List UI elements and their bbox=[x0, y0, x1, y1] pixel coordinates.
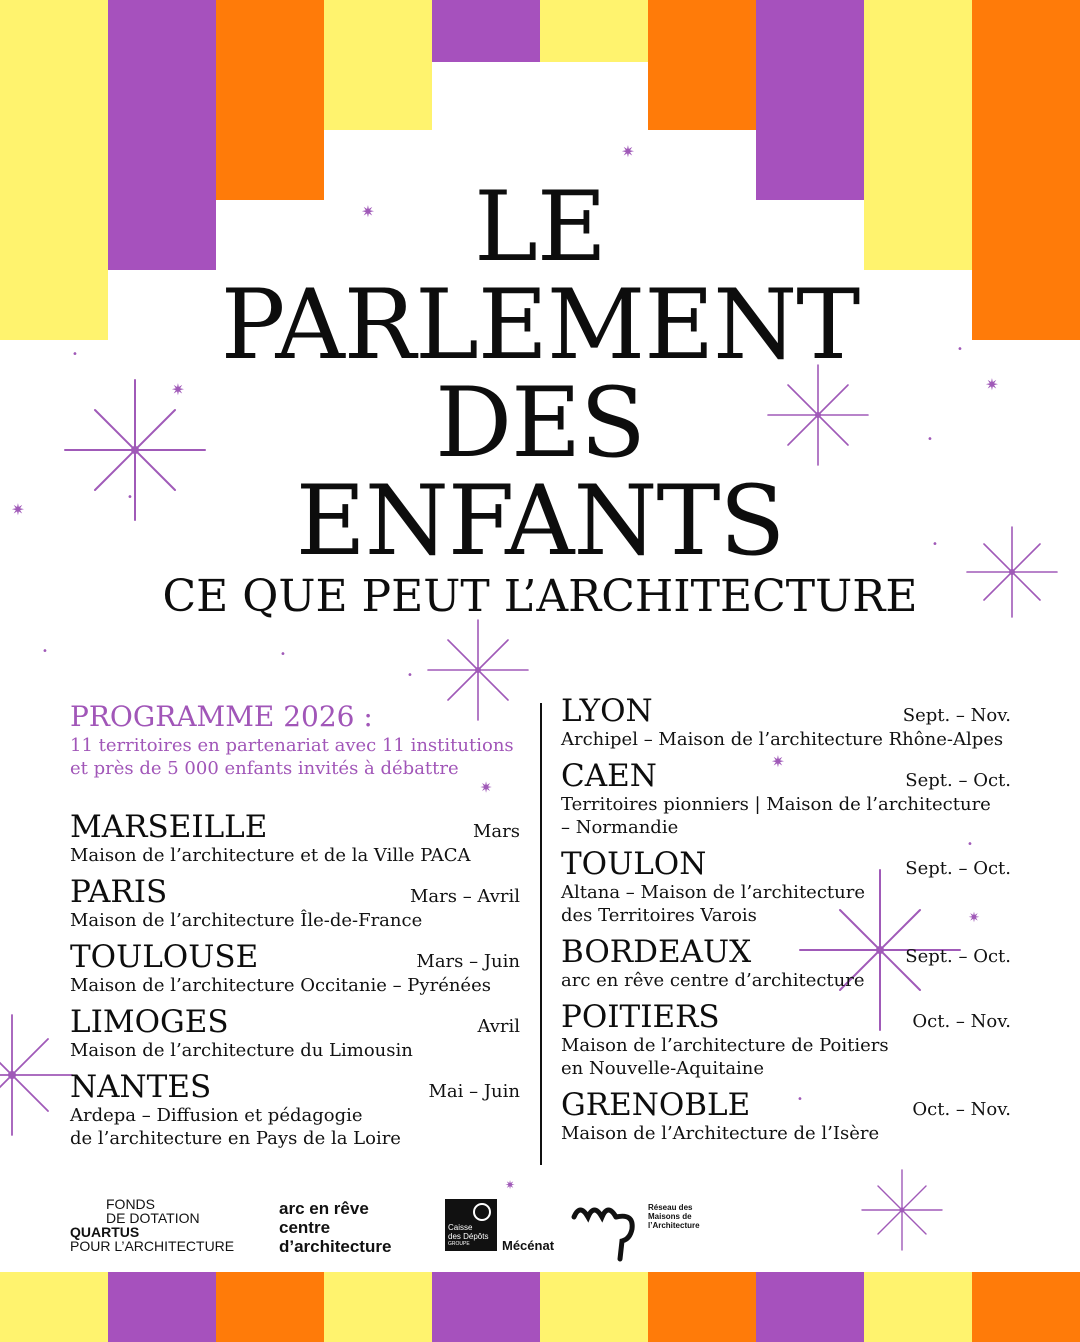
city-name: GRENOBLE bbox=[561, 1087, 751, 1123]
quartus-line-4: POUR L’ARCHITECTURE bbox=[70, 1238, 235, 1254]
star-icon: ✷ bbox=[771, 752, 785, 771]
star-icon: ✷ bbox=[968, 910, 980, 926]
city-dates: Avril bbox=[477, 1016, 520, 1037]
city-entry bbox=[561, 694, 1011, 751]
partner-logos bbox=[0, 1195, 1080, 1265]
city-name: TOULON bbox=[561, 846, 707, 882]
reseau-maisons-logo-icon bbox=[570, 1195, 640, 1265]
star-icon: • bbox=[927, 434, 933, 445]
arc-en-reve-line-2: centre bbox=[279, 1218, 331, 1237]
star-icon: • bbox=[967, 839, 973, 850]
star-icon: • bbox=[280, 649, 286, 660]
stripe bbox=[432, 0, 540, 62]
institution-name: Archipel – Maison de l’architecture Rhône-Alpes bbox=[561, 729, 1004, 750]
reseau-line-2: Maisons de bbox=[648, 1212, 692, 1221]
star-icon: • bbox=[797, 1094, 803, 1105]
stripe bbox=[324, 1272, 432, 1342]
city-entry bbox=[70, 875, 520, 932]
city-dates: Sept. – Oct. bbox=[905, 770, 1011, 791]
city-name: PARIS bbox=[70, 874, 168, 910]
caisse-emblem-icon bbox=[473, 1203, 491, 1221]
institution-name: Maison de l’architecture de Poitiers bbox=[561, 1035, 889, 1056]
quartus-line-3: QUARTUS bbox=[70, 1224, 140, 1240]
city-entry bbox=[70, 810, 520, 867]
city-entry bbox=[561, 935, 1011, 992]
title-line-1: LE bbox=[474, 171, 606, 283]
stripe bbox=[864, 1272, 972, 1342]
reseau-maisons-text bbox=[648, 1203, 700, 1230]
caisse-line-3: GROUPE bbox=[448, 1241, 470, 1247]
stripe bbox=[432, 1272, 540, 1342]
stripe bbox=[324, 0, 432, 130]
caisse-line-1: Caisse bbox=[448, 1223, 473, 1232]
city-name: LYON bbox=[561, 693, 653, 729]
institution-name: Maison de l’architecture et de la Ville PACA bbox=[70, 845, 471, 866]
quartus-logo bbox=[70, 1197, 240, 1253]
mecenat-label: Mécénat bbox=[502, 1238, 555, 1253]
right-column bbox=[561, 694, 1011, 1153]
city-dates: Mars bbox=[472, 821, 520, 842]
left-column bbox=[70, 810, 520, 1158]
institution-name: Altana – Maison de l’architecture bbox=[561, 882, 865, 903]
programme-description-line-2: et près de 5 000 enfants invités à débattre bbox=[70, 758, 459, 779]
programme-title: PROGRAMME 2026 : bbox=[70, 700, 373, 733]
institution-name: Maison de l’Architecture de l’Isère bbox=[561, 1123, 880, 1144]
institution-name: Maison de l’architecture Île-de-France bbox=[70, 910, 423, 931]
city-dates: Sept. – Nov. bbox=[902, 705, 1011, 726]
star-icon: ✷ bbox=[171, 380, 185, 399]
quartus-line-2: DE DOTATION bbox=[106, 1210, 200, 1226]
city-dates: Sept. – Oct. bbox=[905, 858, 1011, 879]
stripe bbox=[648, 1272, 756, 1342]
star-icon: • bbox=[957, 344, 963, 355]
title-block bbox=[0, 171, 1080, 622]
city-dates: Mars – Avril bbox=[409, 886, 520, 907]
title-line-2: PARLEMENT bbox=[220, 269, 860, 381]
city-dates: Mars – Juin bbox=[416, 951, 520, 972]
caisse-des-depots-logo bbox=[445, 1199, 497, 1251]
star-icon: • bbox=[407, 670, 413, 681]
star-icon: • bbox=[42, 646, 48, 657]
city-name: LIMOGES bbox=[70, 1004, 229, 1040]
city-entry bbox=[561, 847, 1011, 927]
city-entry bbox=[70, 1005, 520, 1062]
city-dates: Sept. – Oct. bbox=[905, 946, 1011, 967]
institution-name: des Territoires Varois bbox=[561, 905, 757, 926]
star-icon: ✷ bbox=[11, 500, 25, 519]
star-icon: ✷ bbox=[621, 142, 635, 161]
institution-name: Territoires pionniers | Maison de l’architecture bbox=[561, 794, 991, 815]
star-icon: • bbox=[932, 539, 938, 550]
city-dates: Oct. – Nov. bbox=[912, 1011, 1011, 1032]
star-icon: • bbox=[72, 349, 78, 360]
stripe bbox=[216, 0, 324, 200]
city-entry bbox=[561, 1088, 1011, 1145]
city-name: POITIERS bbox=[561, 999, 720, 1035]
star-icon: ✷ bbox=[985, 375, 999, 394]
institution-name: Ardepa – Diffusion et pédagogie bbox=[70, 1105, 363, 1126]
city-name: CAEN bbox=[561, 758, 657, 794]
stripe bbox=[0, 1272, 108, 1342]
programme-description-line-1: 11 territoires en partenariat avec 11 institutions bbox=[70, 735, 514, 756]
stripe bbox=[648, 0, 756, 130]
institution-name: Maison de l’architecture du Limousin bbox=[70, 1040, 413, 1061]
star-icon: ✷ bbox=[479, 778, 493, 797]
stripe bbox=[216, 1272, 324, 1342]
stripe bbox=[756, 0, 864, 200]
column-divider bbox=[540, 703, 542, 1165]
title-line-4: ENFANTS bbox=[295, 465, 785, 577]
city-dates: Mai – Juin bbox=[428, 1081, 520, 1102]
reseau-line-1: Réseau des bbox=[648, 1203, 693, 1212]
institution-name: de l’architecture en Pays de la Loire bbox=[70, 1128, 401, 1149]
star-icon: • bbox=[127, 492, 133, 503]
title-line-3: DES bbox=[435, 367, 645, 479]
reseau-line-3: l’Architecture bbox=[648, 1221, 700, 1230]
stripe bbox=[540, 1272, 648, 1342]
city-entry bbox=[70, 940, 520, 997]
institution-name: Maison de l’architecture Occitanie – Pyrénées bbox=[70, 975, 491, 996]
city-name: BORDEAUX bbox=[561, 934, 752, 970]
city-name: MARSEILLE bbox=[70, 809, 268, 845]
institution-name: en Nouvelle-Aquitaine bbox=[561, 1058, 765, 1079]
star-icon: ✷ bbox=[504, 1178, 516, 1192]
city-entry bbox=[561, 1000, 1011, 1080]
arc-en-reve-line-1: arc en rêve bbox=[279, 1199, 369, 1218]
stripe bbox=[972, 1272, 1080, 1342]
star-icon: ✷ bbox=[361, 202, 375, 221]
caisse-line-2: des Dépôts bbox=[448, 1232, 489, 1241]
institution-name: arc en rêve centre d’architecture bbox=[561, 970, 865, 991]
institution-name: – Normandie bbox=[561, 817, 679, 838]
city-name: NANTES bbox=[70, 1069, 212, 1105]
sparkle-icon bbox=[0, 1010, 77, 1140]
city-dates: Oct. – Nov. bbox=[912, 1099, 1011, 1120]
stripe bbox=[756, 1272, 864, 1342]
stripe bbox=[540, 0, 648, 62]
city-entry bbox=[561, 759, 1011, 839]
city-entry bbox=[70, 1070, 520, 1150]
city-name: TOULOUSE bbox=[70, 939, 259, 975]
arc-en-reve-line-3: d’architecture bbox=[279, 1237, 392, 1256]
arc-en-reve-logo bbox=[279, 1199, 391, 1256]
subtitle: CE QUE PEUT L’ARCHITECTURE bbox=[162, 571, 918, 622]
quartus-line-1: FONDS bbox=[106, 1196, 155, 1212]
programme-header bbox=[70, 700, 520, 780]
stripe bbox=[108, 1272, 216, 1342]
